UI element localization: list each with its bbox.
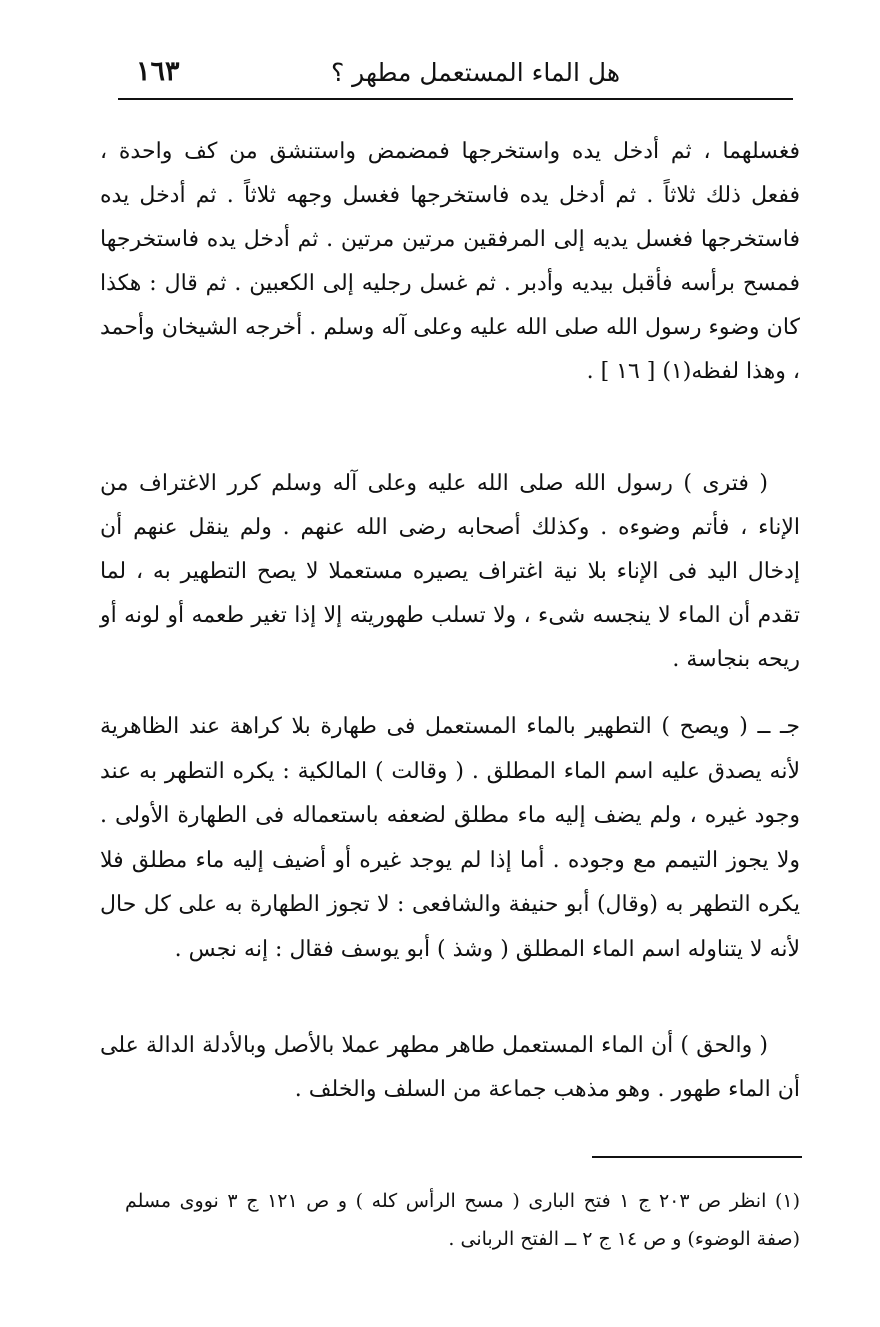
page-number: ١٦٣ [136,56,180,87]
paragraph-hadith: فغسلهما ، ثم أدخل يده واستخرجها فمضمض واستنشق من كف واحدة ، ففعل ذلك ثلاثاً . ثم أدخل يده فاستخرجها فغسل وجهه ثلاثاً . ثم أدخل يده فاستخرجها فغسل يديه إلى المرفقين مرتين مرتين . ثم أدخل يده فاستخرجها فمسح برأسه فأقبل بيديه وأدبر . ثم غسل رجليه إلى الكعبين . ثم قال : هكذا كان وضوء رسول الله صلى الله عليه وعلى آله وسلم . أخرجه الشيخان وأحمد ، وهذا لفظه(١) [ ١٦ ] . [100,139,800,384]
page-header [118,52,793,100]
paragraph-section-jim: جـ ــ ( ويصح ) التطهير بالماء المستعمل فى طهارة بلا كراهة عند الظاهرية لأنه يصدق عليه اسم الماء المطلق . ( وقالت ) المالكية : يكره التطهر به عند وجود غيره ، ولم يضف إليه ماء مطلق لضعفه باستعماله فى الطهارة الأولى . ولا يجوز التيمم مع وجوده . أما إذا لم يوجد غيره أو أضيف إليه ماء مطلق فلا يكره التطهر به (وقال) أبو حنيفة والشافعى : لا تجوز الطهارة به على كل حال لأنه لا يتناوله اسم الماء المطلق ( وشذ ) أبو يوسف فقال : إنه نجس . [100,714,801,962]
paragraph-conclusion: ( والحق ) أن الماء المستعمل طاهر مطهر عملا بالأصل وبالأدلة الدالة على أن الماء طهور . وهو مذهب جماعة من السلف والخلف . [100,1033,800,1102]
paragraph-commentary: ( فترى ) رسول الله صلى الله عليه وعلى آله وسلم كرر الاغتراف من الإناء ، فأتم وضوءه . وكذلك أصحابه رضى الله عنهم . ولم ينقل عنهم أن إدخال اليد فى الإناء بلا نية اغتراف يصيره مستعملا لا يصح التطهير به ، لما تقدم أن الماء لا ينجسه شىء ، ولا تسلب طهوريته إلا إذا تغير طعمه أو لونه أو ريحه بنجاسة . [100,471,800,672]
running-title: هل الماء المستعمل مطهر ؟ [330,58,621,87]
footnote: (١) انظر ص ٢٠٣ ج ١ فتح البارى ( مسح الرأس كله ) و ص ١٢١ ج ٣ نووى مسلم (صفة الوضوء) و ص ١٤ ج ٢ ــ الفتح الربانى . [125,1190,801,1250]
footnote-divider [592,1156,802,1158]
